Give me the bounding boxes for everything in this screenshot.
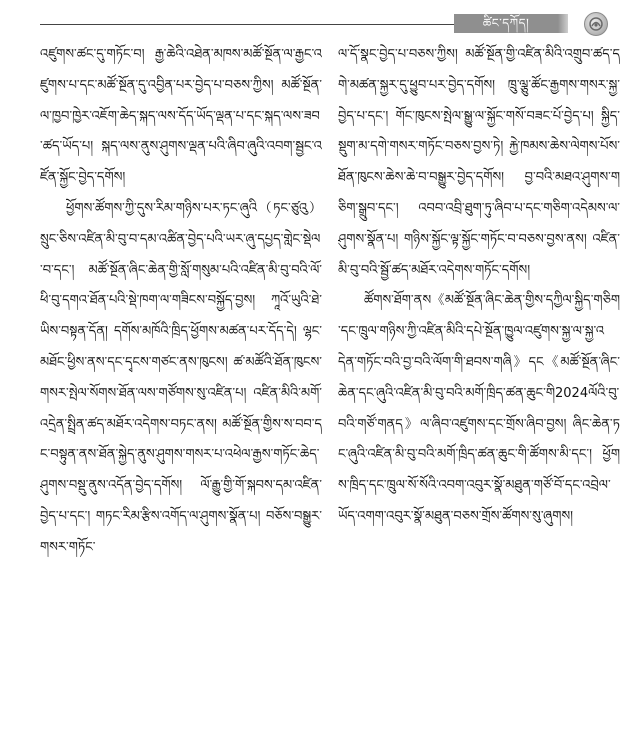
paragraph: ཚོགས་ཐོག་ནས《མཚོ་སྔོན་ཞིང་ཆེན་གྱིས་དཀྱིལ་སྐྱིད་གཅིག་དང་ཁྲུལ་གཉིས་ཀྱི་འཛིན་མིའི་དཔེ་སྔོན་ཁྱུལ་འཛུགས་སྐྱ་ལ་སྐྱ་འདེན་གཏོང་བའི་བྱ་བའི་ལོག་གི་ཐབས་གཞི》དང《མཚོ་སྔོན་ཞིང་ཆེན་དང་ཞུའི་འཛིན་མི་བུ་བའི་མགོ་ཁྲིད་ཚན་ཆུང་གི2024ལོའི་བུ་བའི་གཙོ་གནད》ལ་ཞིབ་འཛུགས་དང་གྲོས་ཞིབ་བྱས། ཞིང་ཆེན་ཏང་ཞུའི་འཛིན་མི་བུ་བའི་མགོ་ཁྲིད་ཚན་ཆུང་གི་ཚོགས་མི་དང་། ཕྱོགས་ཁྲིད་དང་ཁྲུལ་སོ་སོའི་འབག་འབུར་སྣོ་མཐུན་གཙོ་བོ་དང་འབྲེལ་ཡོད་འགག་འབུར་སྣོ་མཐུན་བཅས་གྲོས་ཚོགས་སུ་ཞུགས། — [338, 293, 620, 524]
paragraph: འཛུགས་ཚང་དུ་གཏོང་བ། རྒྱ་ཆེའི་འཐེན་མཁས་མཚོ་སྔོན་ལ་རྒྱང་འཛུགས་པ་དང་མཚོ་སྔོན་དུ་འབྱིན་པར་བྱེད་པ་བཅས་ཀྱིས། མཚོ་སྔོན་ལ་ཁྱབ་ཁྱེར་འཇོག་ཆེད་སྐད་ལས་དོད་ཡོད་ལྡན་པ་དང་སྐད་ལས་ཟབ་ཚད་ཡོད་པ། སྐད་ལས་ནུས་ཤུགས་ལྡན་པའི་ཞིབ་ཞུའི་འབག་སྦྱང་འཛོན་སྐྱོང་བྱེད་དགོས། — [40, 47, 322, 186]
header-rule — [40, 24, 454, 25]
article-body — [40, 40, 620, 740]
right-column — [338, 40, 620, 740]
section-tab-notch — [558, 14, 568, 33]
section-title: ཚིང་དཀོད། — [454, 14, 558, 33]
paragraph: ཕྱོགས་ཚོགས་ཀྱི་དུས་རིམ་གཉིས་པར་ཏང་ཞུའི（ཏང་ཙུའུ）སྲུང་ཅིས་འཛིན་མི་བུ་བ་དམ་འཚིན་བྱེད་པའི་ཡར་ཞུ་དཔྱད་གླེང་སྡེལ་བ་དང་། མཚོ་སྔོན་ཞིང་ཆེན་གྱི་སློ་གསུམ་པའི་འཛིན་མི་བུ་བའི་ལོ་ཕི་བུ་དགའ་ཐོན་པའི་སྡེ་ཁག་ལ་གཟིངས་བསྐྱོད་བྱས། ཀཱའོ་ཡུའི་ཐེ་ཡིས་བསྟན་དོན། དགོས་མཁོའི་ཁྲིད་ཕྱོགས་མཚན་པར་དོད་དེ། ལྷང་མཐོང་ཕྱིས་ནས་དང་དྭངས་གཙང་ནས་ཁུངས། ཚ་མཚོའི་ཐོན་ཁུངས་གསར་སྤེལ་སོགས་ཐོན་ལས་གཙོགས་སུ་འཛིན་པ། འཛིན་མིའི་མགོ་འདྲེན་སྤྲིན་ཚད་མཐོར་འདེགས་བཏང་ནས། མཚོ་སྔོན་གྱིས་ས་བབ་དང་བསྟུན་ནས་ཐོན་སྐྱེད་ནུས་ཤུགས་གསར་པ་འཕེལ་རྒྱས་གཏོང་ཆེད་ཤུགས་བསྡུ་ནུས་འདོན་བྱེད་དགོས། ལོ་རྒྱུ་གྱི་གོ་སྐབས་དམ་འཛིན་བྱེད་པ་དང་། གཏང་རིམ་རྩིས་འགོད་ལ་ཤུགས་སྣོན་པ། བཅོས་བསྒྱུར་གསར་གཏོང་ — [40, 200, 322, 555]
left-column — [40, 40, 322, 740]
page-header — [0, 0, 644, 38]
emblem-icon — [584, 12, 608, 36]
paragraph: ལ་དོ་སྣང་བྱེད་པ་བཅས་ཀྱིས། མཚོ་སྔོན་གྱི་འཛིན་མིའི་འགྲུབ་ཚད་དགེ་མཚན་སྐྱར་དུ་ཕྱུབ་པར་བྱེད་དགོས། ཁྲུ་ལྕུ་ཚོང་རྒྱགས་གསར་སྐྱ་བྱེད་པ་དང་། གོང་ཁུངས་སྤེལ་སྒྱུ་ལ་སྐྱོང་གསོ་བཟང་པོ་བྱེད་པ། སྐྱིད་སྡུག་མ་དགེ་གསར་གཏོང་བཅས་བྱས་ཏེ། རྐྱེ་ཁམས་ཆེས་ལེགས་པོས་ཐོན་ཁུངས་ཆེས་ཆེ་བ་བསྒྱུར་བྱེད་དགོས། བྱ་བའི་མཐའ་ཤུགས་གཅིག་སྒྲུབ་དང་། འབབ་འབྲི་ཐུག་ཏུ་ཞིབ་པ་དང་གཅིག་འདེམས་ལ་ཤུགས་སྣོན་པ། གཉིས་སྐྱོང་ལྟ་སྐྱོང་གཏོང་བ་བཅས་བྱས་ནས། འཛིན་མི་བུ་བའི་སྦྱོ་ཚད་མཐོར་འདེགས་གཏོང་དགོས། — [338, 47, 620, 278]
